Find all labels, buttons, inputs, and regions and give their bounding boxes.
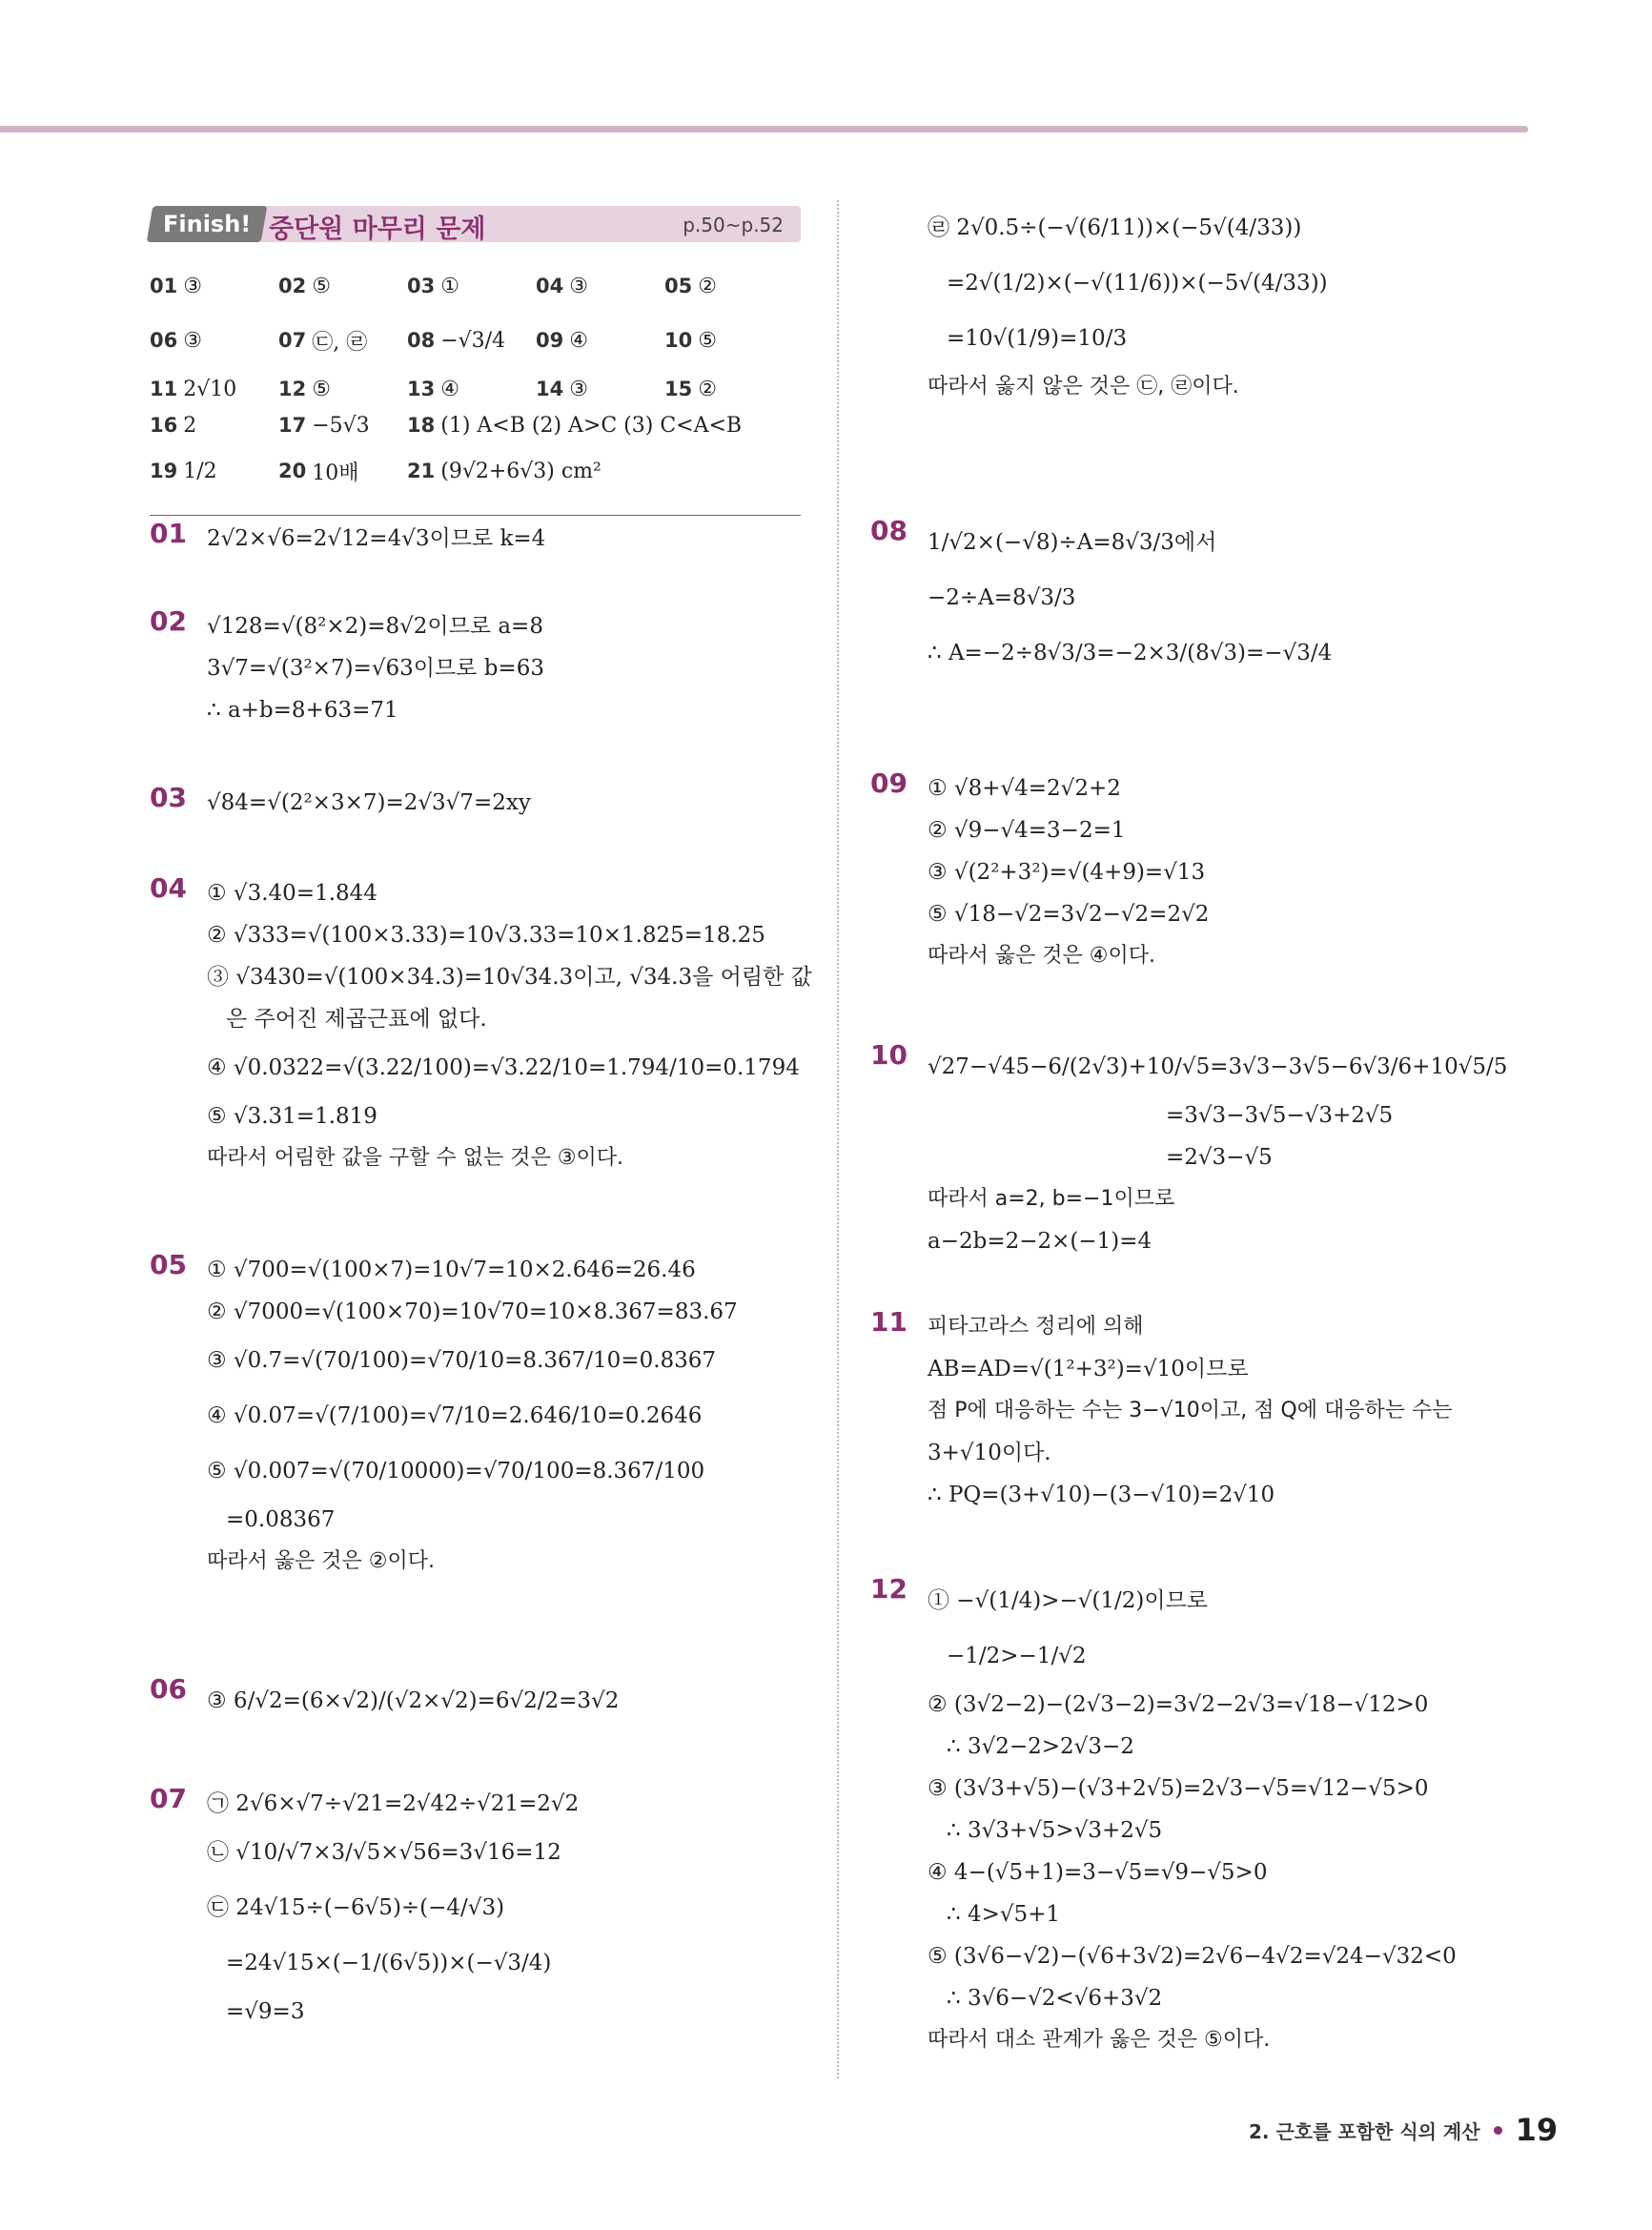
section-title: 중단원 마무리 문제: [269, 215, 486, 244]
answer-item: 03 ①: [407, 274, 459, 298]
solution-line: ③ 6/√2=(6×√2)/(√2×√2)=6√2/2=3√2: [207, 1688, 620, 1713]
finish-tag: Finish!: [147, 206, 268, 242]
solution-line: 2√2×√6=2√12=4√3이므로 k=4: [207, 526, 546, 551]
answer-item: 21 (9√2+6√3) cm²: [407, 459, 602, 483]
bullet-icon: [1494, 2126, 1502, 2135]
solution-line: ③ (3√3+√5)−(√3+2√5)=2√3−√5=√12−√5>0: [928, 1776, 1429, 1801]
solution-line: ⑤ √18−√2=3√2−√2=2√2: [928, 902, 1210, 927]
page-number: 19: [1515, 2112, 1559, 2148]
answer-item: 11 2√10: [150, 377, 237, 401]
problem-number: 06: [150, 1673, 187, 1705]
problem-number: 08: [870, 515, 908, 546]
solution-12: [870, 1573, 1528, 2061]
solution-07: [150, 1783, 801, 2033]
answer-item: 08 −√3/4: [407, 328, 506, 353]
left-column: [150, 200, 812, 2024]
answer-row: [150, 408, 801, 442]
solution-line: =24√15×(−1/(6√5))×(−√3/4): [226, 1951, 552, 1975]
solution-line: 따라서 a=2, b=−1이므로: [928, 1187, 1175, 1211]
solution-line: ㉣ 2√0.5÷(−√(6/11))×(−5√(4/33)): [928, 215, 1302, 240]
answer-item: 14 ③: [536, 377, 588, 401]
column-divider: [837, 200, 839, 2078]
answer-item: 01 ③: [150, 274, 202, 298]
solution-line: ② √333=√(100×3.33)=10√3.33=10×1.825=18.25: [207, 923, 765, 948]
solution-03: [150, 782, 801, 824]
problem-number: 05: [150, 1249, 187, 1280]
answer-item: 10 ⑤: [664, 328, 717, 353]
problem-number: 02: [150, 605, 187, 637]
page-range: p.50~p.52: [683, 214, 784, 236]
solution-line: 따라서 옳은 것은 ②이다.: [207, 1549, 435, 1573]
answer-item: 17 −5√3: [278, 413, 370, 438]
solution-line: ① −√(1/4)>−√(1/2)이므로: [928, 1588, 1209, 1613]
solution-line: ② √7000=√(100×70)=10√70=10×8.367=83.67: [207, 1299, 738, 1324]
solution-line: ⑤ √0.007=√(70/10000)=√70/100=8.367/100: [207, 1459, 705, 1483]
solution-line: −2÷A=8√3/3: [928, 585, 1076, 610]
answer-grid: [150, 261, 801, 516]
solution-line: ② (3√2−2)−(2√3−2)=3√2−2√3=√18−√12>0: [928, 1692, 1429, 1717]
solution-08: [870, 515, 1528, 681]
solution-line: 은 주어진 제곱근표에 없다.: [226, 1007, 487, 1032]
solution-line: 1/√2×(−√8)÷A=8√3/3에서: [928, 530, 1217, 555]
problem-number: 04: [150, 872, 187, 904]
answer-item: 20 10배: [278, 460, 359, 485]
solution-line: 따라서 옳지 않은 것은 ㉢, ㉣이다.: [928, 375, 1239, 399]
answer-item: 16 2: [150, 413, 197, 438]
solution-line: ∴ 4>√5+1: [947, 1902, 1061, 1927]
solution-line: =2√3−√5: [1166, 1145, 1273, 1170]
solution-line: ③ √0.7=√(70/100)=√70/10=8.367/10=0.8367: [207, 1348, 717, 1373]
section-header: [150, 200, 801, 248]
solution-line: ① √8+√4=2√2+2: [928, 776, 1121, 801]
page-footer: [1249, 2112, 1558, 2148]
solution-06: [150, 1673, 801, 1729]
solution-line: ⑤ (3√6−√2)−(√6+3√2)=2√6−4√2=√24−√32<0: [928, 1944, 1457, 1969]
answer-item: 04 ③: [536, 274, 588, 298]
solution-line: ⑤ √3.31=1.819: [207, 1104, 377, 1129]
solution-line: ∴ 3√6−√2<√6+3√2: [947, 1986, 1163, 2011]
answer-separator: [150, 515, 801, 516]
solution-line: ④ 4−(√5+1)=3−√5=√9−√5>0: [928, 1860, 1268, 1885]
solution-line: =√9=3: [226, 1999, 305, 2024]
top-rule: [0, 126, 1528, 133]
problem-number: 10: [870, 1039, 908, 1071]
solution-line: ③ √3430=√(100×34.3)=10√34.3이고, √34.3을 어림한 값: [207, 965, 812, 990]
solution-line: √27−√45−6/(2√3)+10/√5=3√3−3√5−6√3/6+10√5/5: [928, 1054, 1508, 1079]
answer-item: 05 ②: [664, 274, 717, 298]
solution-line: 피타고라스 정리에 의해: [928, 1315, 1144, 1339]
answer-item: 19 1/2: [150, 459, 217, 483]
solution-01: [150, 518, 801, 560]
solution-line: ㉠ 2√6×√7÷√21=2√42÷√21=2√2: [207, 1791, 580, 1816]
solution-line: =2√(1/2)×(−√(11/6))×(−5√(4/33)): [947, 271, 1328, 296]
solution-11: [870, 1306, 1528, 1516]
answer-item: 07 ㉢, ㉣: [278, 329, 368, 355]
answer-row: [150, 442, 801, 500]
answer-item: 02 ⑤: [278, 274, 331, 298]
answer-item: 15 ②: [664, 377, 717, 401]
answer-item: 06 ③: [150, 328, 202, 353]
solution-05: [150, 1249, 801, 1583]
solution-line: −1/2>−1/√2: [947, 1644, 1087, 1668]
solution-line: ∴ 3√3+√5>√3+2√5: [947, 1818, 1163, 1843]
solution-line: =3√3−3√5−√3+2√5: [1166, 1103, 1394, 1128]
solution-line: ② √9−√4=3−2=1: [928, 818, 1126, 843]
solution-line: ③ √(2²+3²)=√(4+9)=√13: [928, 860, 1206, 885]
solution-07-continued: [870, 200, 1528, 408]
solution-line: ④ √0.07=√(7/100)=√7/10=2.646/10=0.2646: [207, 1403, 703, 1428]
solution-line: ∴ a+b=8+63=71: [207, 698, 398, 723]
solution-line: ④ √0.0322=√(3.22/100)=√3.22/10=1.794/10=0.1794: [207, 1055, 800, 1080]
solution-line: AB=AD=√(1²+3²)=√10이므로: [928, 1357, 1249, 1381]
solution-line: 따라서 옳은 것은 ④이다.: [928, 944, 1155, 968]
solution-line: a−2b=2−2×(−1)=4: [928, 1229, 1152, 1254]
answer-row: [150, 311, 801, 370]
solution-02: [150, 605, 801, 731]
chapter-label: 2. 근호를 포함한 식의 계산: [1249, 2119, 1480, 2143]
solution-line: ㉡ √10/√7×3/√5×√56=3√16=12: [207, 1840, 561, 1865]
problem-number: 01: [150, 518, 187, 549]
solution-line: 3+√10이다.: [928, 1441, 1051, 1465]
solution-09: [870, 767, 1528, 977]
solution-line: ① √3.40=1.844: [207, 881, 377, 906]
problem-number: 09: [870, 767, 908, 799]
answer-item: 18 (1) A<B (2) A>C (3) C<A<B: [407, 413, 743, 438]
problem-number: 07: [150, 1783, 187, 1814]
answer-row: [150, 370, 801, 408]
solution-line: 3√7=√(3²×7)=√63이므로 b=63: [207, 656, 544, 681]
problem-number: 11: [870, 1306, 908, 1338]
problem-number: 12: [870, 1573, 908, 1605]
solution-line: ∴ A=−2÷8√3/3=−2×3/(8√3)=−√3/4: [928, 641, 1333, 665]
solution-line: =0.08367: [226, 1507, 336, 1532]
answer-item: 13 ④: [407, 377, 459, 401]
solution-line: √84=√(2²×3×7)=2√3√7=2xy: [207, 790, 531, 815]
solution-line: 점 P에 대응하는 수는 3−√10이고, 점 Q에 대응하는 수는: [928, 1399, 1453, 1422]
solution-line: 따라서 대소 관계가 옳은 것은 ⑤이다.: [928, 2028, 1271, 2052]
solution-line: ① √700=√(100×7)=10√7=10×2.646=26.46: [207, 1258, 696, 1282]
solution-04: [150, 872, 812, 1179]
answer-item: 12 ⑤: [278, 377, 331, 401]
solution-line: =10√(1/9)=10/3: [947, 326, 1128, 351]
solution-line: 따라서 어림한 값을 구할 수 없는 것은 ③이다.: [207, 1146, 623, 1170]
problem-number: 03: [150, 782, 187, 813]
solution-line: ㉢ 24√15÷(−6√5)÷(−4/√3): [207, 1895, 505, 1920]
solution-line: ∴ 3√2−2>2√3−2: [947, 1734, 1134, 1759]
answer-item: 09 ④: [536, 328, 588, 353]
solution-line: ∴ PQ=(3+√10)−(3−√10)=2√10: [928, 1483, 1275, 1507]
answer-row: [150, 261, 801, 311]
solution-10: [870, 1039, 1528, 1262]
solution-line: √128=√(8²×2)=8√2이므로 a=8: [207, 614, 543, 639]
